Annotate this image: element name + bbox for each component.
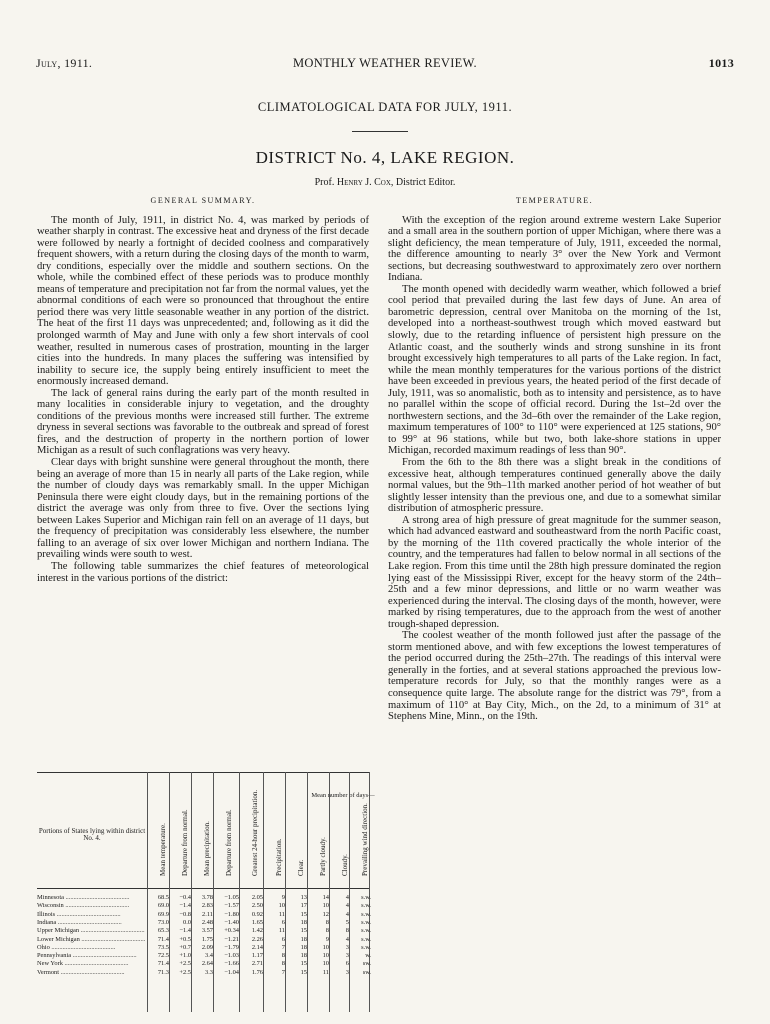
table-column-header-label: Cloudy.: [341, 854, 349, 876]
header-journal: MONTHLY WEATHER REVIEW.: [293, 56, 477, 70]
table-cell: −0.4: [179, 894, 191, 901]
table-cell: s.w.: [361, 902, 371, 910]
paragraph: Clear days with bright sunshine were general throughout the month, there being an average of more than 15 in nearly all parts of the Lake region, while the number of cloudy days was remarkably small. In the upper Michigan Peninsula there were eight cloudy days, but in the remaining portions of the district the average was only from three to five. Over the sections lying between Lakes Superior and Michigan rain fell on an average of 11 days, but the frequency of precipitation was considerably less elsewhere, the number falling to an average of six over lower Michigan and northern Indiana. The prevailing winds were south to west.: [37, 457, 369, 561]
table-cell: s.w.: [361, 894, 371, 901]
table-cell: 18: [300, 943, 307, 951]
table-cell: 8: [325, 927, 329, 935]
table-cell: −1.57: [224, 902, 239, 910]
table-cell: +0.7: [179, 943, 191, 951]
table-cell: 4: [345, 902, 349, 910]
table-cell: −1.40: [224, 918, 239, 926]
paragraph: The lack of general rains during the early part of the month resulted in many localities in considerable injury to vegetation, and the droughty conditions of the previous months were increased still further. The extreme dryness in several sections was favorable to the outbreak and spread of forest fires, and the destruction of property in the northern portion of lower Michigan as a result of such conflagrations was very heavy.: [37, 387, 369, 457]
table-cell: 10: [322, 952, 329, 960]
table-header-rule: [37, 888, 369, 889]
paragraph: The coolest weather of the month followed just after the passage of the storm mentioned above, and with few exceptions the lowest temperatures of the period occurred during the 25th–27th. The readings of this interval were generally in the forties, and at several stations approached the previous low-temperature records for July, so that the monthly ranges were as a consequence quite large. The absolute range for the district was 79°, from a maximum of 110° at Bay City, Mich., on the 2d, to a minimum of 31° at Stephens Mine, Minn., on the 19th.: [388, 630, 721, 723]
title-rule: [352, 131, 408, 132]
table-cell: s.w.: [361, 943, 371, 951]
table-cell: 11: [278, 927, 285, 935]
table-cell: −1.05: [224, 894, 239, 901]
header-page-number: 1013: [708, 56, 734, 70]
table-cell: 1.75: [201, 935, 213, 943]
table-cell: 10: [278, 902, 285, 910]
climate-summary-table: [37, 772, 375, 1012]
table-cell: 2.11: [202, 910, 213, 918]
table-cell: 71.4: [157, 960, 169, 968]
table-cell: 3.57: [201, 927, 213, 935]
table-cell: 2.26: [251, 935, 263, 943]
table-cell: 6: [345, 960, 349, 968]
table-row: [37, 911, 369, 919]
table-column-header: [267, 772, 283, 884]
table-cell: 10: [322, 902, 329, 910]
table-cell: 4: [345, 894, 349, 901]
table-cell: −1.80: [224, 910, 239, 918]
table-cell: s.w.: [361, 918, 371, 926]
table-column-header: [173, 772, 189, 884]
table-row: [37, 969, 369, 977]
table-cell: 73.0: [157, 918, 169, 926]
table-row-name: Lower Michigan ........................................: [37, 935, 146, 943]
table-row-name: Minnesota ........................................: [37, 894, 130, 901]
table-cell: 69.0: [157, 902, 169, 910]
table-row: [37, 936, 369, 944]
table-cell: 18: [300, 918, 307, 926]
table-column-header: [333, 772, 349, 884]
editor-suffix: District Editor.: [395, 177, 456, 188]
table-cell: +0.5: [179, 935, 191, 943]
table-row: [37, 894, 369, 902]
table-cell: −1.66: [224, 960, 239, 968]
table-cell: −1.4: [179, 927, 191, 935]
table-cell: 18: [300, 935, 307, 943]
table-cell: −1.03: [224, 952, 239, 960]
table-cell: 15: [300, 960, 307, 968]
table-cell: 11: [278, 910, 285, 918]
table-cell: 15: [300, 927, 307, 935]
table-cell: 9: [281, 894, 285, 901]
table-cell: 2.48: [201, 918, 213, 926]
table-row: [37, 944, 369, 952]
table-cell: 2.09: [201, 943, 213, 951]
table-cell: 8: [345, 927, 349, 935]
mean-number-header: Mean number of days—: [311, 792, 375, 799]
table-column-header-label: Departure from normal.: [225, 809, 233, 876]
table-cell: 71.3: [157, 968, 169, 976]
table-cell: 12: [322, 910, 329, 918]
table-cell: 17: [300, 902, 307, 910]
section-heading-general-summary: GENERAL SUMMARY.: [150, 196, 256, 205]
table-cell: 6: [281, 918, 285, 926]
table-cell: 14: [322, 894, 329, 901]
table-column-header-label: Departure from normal.: [181, 809, 189, 876]
running-header: [36, 56, 734, 72]
table-cell: 69.9: [157, 910, 169, 918]
table-cell: 3.4: [205, 952, 213, 960]
table-cell: −1.4: [179, 902, 191, 910]
table-row-name: Indiana ........................................: [37, 918, 122, 926]
table-cell: 1.42: [251, 927, 263, 935]
table-cell: +2.5: [179, 968, 191, 976]
table-cell: s.w.: [361, 927, 371, 935]
table-cell: +2.5: [179, 960, 191, 968]
table-cell: −1.21: [224, 935, 239, 943]
table-column-header-label: Mean temperature.: [159, 823, 167, 876]
table-column-header: [217, 772, 233, 884]
editor-prefix: Prof.: [314, 177, 335, 188]
table-cell: s.w.: [361, 910, 371, 918]
table-cell: 10: [322, 943, 329, 951]
section-heading-temperature: TEMPERATURE.: [515, 196, 594, 205]
table-cell: w.: [365, 952, 371, 960]
table-row: [37, 960, 369, 968]
table-column-header: [353, 772, 369, 884]
table-cell: 2.64: [201, 960, 213, 968]
table-row-name: New York ........................................: [37, 960, 129, 968]
right-column: [388, 195, 721, 723]
table-cell: 1.17: [251, 952, 263, 960]
table-cell: 5: [345, 918, 349, 926]
table-cell: +0.34: [224, 927, 239, 935]
table-column-header-label: Greatest 24-hour precipitation.: [251, 789, 259, 876]
table-cell: −1.04: [224, 968, 239, 976]
supertitle: CLIMATOLOGICAL DATA FOR JULY, 1911.: [257, 100, 513, 114]
table-cell: 1.76: [251, 968, 263, 976]
table-cell: 65.3: [157, 927, 169, 935]
table-cell: 8: [325, 918, 329, 926]
table-column-header: [243, 772, 259, 884]
table-column-header: [151, 772, 167, 884]
table-cell: 68.5: [157, 894, 169, 901]
table-cell: 4: [345, 935, 349, 943]
table-cell: +1.0: [179, 952, 191, 960]
table-column-header-label: Clear.: [297, 859, 305, 876]
paragraph: A strong area of high pressure of great magnitude for the summer season, which had advanced eastward and southeastward from the north Pacific coast, by the morning of the 11th covered practically the whole interior of the country, and the temperatures had fallen to below normal in all sections of the Lake region. From this time until the 28th high pressure dominated the region lying east of the Mississippi River, except for the heavy storm of the 24th–25th and a few minor depressions, and little or no warm weather was experienced during the interval. The closing days of the month, however, were marked by rising temperatures, due to the approach from the west of another trough-shaped depression.: [388, 514, 721, 630]
table-row-name: Ohio ........................................: [37, 943, 116, 951]
table-cell: 10: [322, 960, 329, 968]
table-cell: 13: [300, 894, 307, 901]
table-cell: 15: [300, 910, 307, 918]
table-column-header-label: Mean precipitation.: [203, 821, 211, 876]
table-cell: 3: [345, 943, 349, 951]
table-cell: 2.14: [251, 943, 263, 951]
table-row: [37, 927, 369, 935]
table-cell: 11: [322, 968, 329, 976]
table-cell: 9: [325, 935, 329, 943]
table-cell: 0.92: [251, 910, 263, 918]
table-row: [37, 919, 369, 927]
table-column-header-label: Partly cloudy.: [319, 837, 327, 876]
table-cell: 2.71: [251, 960, 263, 968]
table-row-name: Pennsylvania ........................................: [37, 952, 137, 960]
table-cell: 18: [300, 952, 307, 960]
table-cell: 72.5: [157, 952, 169, 960]
table-cell: 3.78: [201, 894, 213, 901]
header-date: July, 1911.: [36, 56, 93, 70]
table-cell: 7: [281, 968, 285, 976]
table-cell: 6: [281, 935, 285, 943]
left-column: [37, 195, 369, 584]
table-cell: 3: [345, 968, 349, 976]
table-cell: sw.: [362, 960, 371, 968]
table-column-header-label: Prevailing wind direction.: [361, 803, 369, 876]
table-cell: 4: [345, 910, 349, 918]
table-row-name: Upper Michigan ........................................: [37, 927, 145, 935]
table-column-header: [289, 772, 305, 884]
table-column-header-label: Precipitation.: [275, 838, 283, 876]
table-cell: 3: [345, 952, 349, 960]
table-cell: 8: [281, 952, 285, 960]
table-row-name: Vermont ........................................: [37, 968, 125, 976]
editor-line: [0, 177, 770, 188]
paragraph: The month of July, 1911, in district No. 4, was marked by periods of weather sharply in contrast. The excessive heat and dryness of the first decade were followed by nearly a fortnight of decided coolness and comparatively frequent showers, with a return during the closing days of the month to warm, dry conditions, especially over the middle and southern sections. On the whole, while the combined effect of these periods was to produce monthly means of temperature and precipitation not far from the normal values, yet the abnormal conditions of each were so pronounced that throughout the entire period there was very little seasonable weather in any portion of the district. The heat of the first 11 days was unprecedented; and, following as it did the prolonged warmth of May and June with only a few short intervals of cool weather, resulted in numerous cases of prostration, mounting in the larger cities into the hundreds. In many places the suffering was intensified by inability to secure ice, the supply being entirely insufficient to meet the enormously increased demand.: [37, 214, 369, 388]
table-row: [37, 952, 369, 960]
table-stub-header: Portions of States lying within district No. 4.: [38, 827, 146, 842]
table-cell: 8: [281, 960, 285, 968]
editor-name: Henry J. Cox,: [336, 177, 394, 188]
table-cell: 73.5: [157, 943, 169, 951]
table-column-header: [311, 772, 327, 884]
paragraph: From the 6th to the 8th there was a slight break in the conditions of excessive heat, although temperatures continued generally above the daily normal values, but the 9th–11th marked another period of hot weather of but slightly lesser intensity than the previous one, and due to a somewhat similar distribution of atmospheric pressure.: [388, 457, 721, 515]
table-row-name: Wisconsin ........................................: [37, 902, 130, 910]
table-cell: sw.: [362, 968, 371, 976]
table-cell: s.w.: [361, 935, 371, 943]
paragraph: The following table summarizes the chief features of meteorological interest in the various portions of the district:: [37, 560, 369, 584]
table-cell: 0.0: [183, 918, 191, 926]
table-cell: 2.05: [251, 894, 263, 901]
table-cell: 71.4: [157, 935, 169, 943]
table-cell: 2.50: [251, 902, 263, 910]
table-cell: 2.83: [201, 902, 213, 910]
paragraph: The month opened with decidedly warm weather, which followed a brief cool period that prevailed during the last few days of June. An area of barometric depression, central over Manitoba on the morning of the 1st, developed into a northeast-southwest trough which moved eastward but slowly, due to the retarding influence of persistent high pressure on the Atlantic coast, and the southerly winds and strong sunshine in its front brought excessively high temperatures to all parts of the Lake region. In fact, while the mean monthly temperatures for the various portions of the district have been exceeded in previous years, the heated period of the first decade of July, 1911, was so anomalistic, both as to intensity and persistence, as to have no parallel within the scope of official record. During the 1st–2d over the northwestern sections, and the 3d–6th over the remainder of the Lake region, maximum temperatures of 100° to 110° were experienced at 125 stations, 90° to 99° at 96 stations, while but two, both lake-shore stations in upper Michigan, recorded maximum readings of less than 90°.: [388, 283, 721, 457]
table-cell: 3.3: [205, 968, 213, 976]
table-row-name: Illinois ........................................: [37, 910, 121, 918]
table-cell: 1.65: [251, 918, 263, 926]
paragraph: With the exception of the region around extreme western Lake Superior and a small area in the southern portion of upper Michigan, where there was a slight deficiency, the mean temperature of July, 1911, exceeded the normal, the difference amounting to nearly 3° over the New York and Vermont sections, but decreasing southwestward to approximately zero over northern Indiana.: [388, 214, 721, 284]
table-cell: 15: [300, 968, 307, 976]
table-cell: −1.79: [224, 943, 239, 951]
table-cell: −0.8: [179, 910, 191, 918]
table-row: [37, 902, 369, 910]
page-title: DISTRICT No. 4, LAKE REGION.: [255, 148, 515, 167]
table-column-header: [195, 772, 211, 884]
table-cell: 7: [281, 943, 285, 951]
